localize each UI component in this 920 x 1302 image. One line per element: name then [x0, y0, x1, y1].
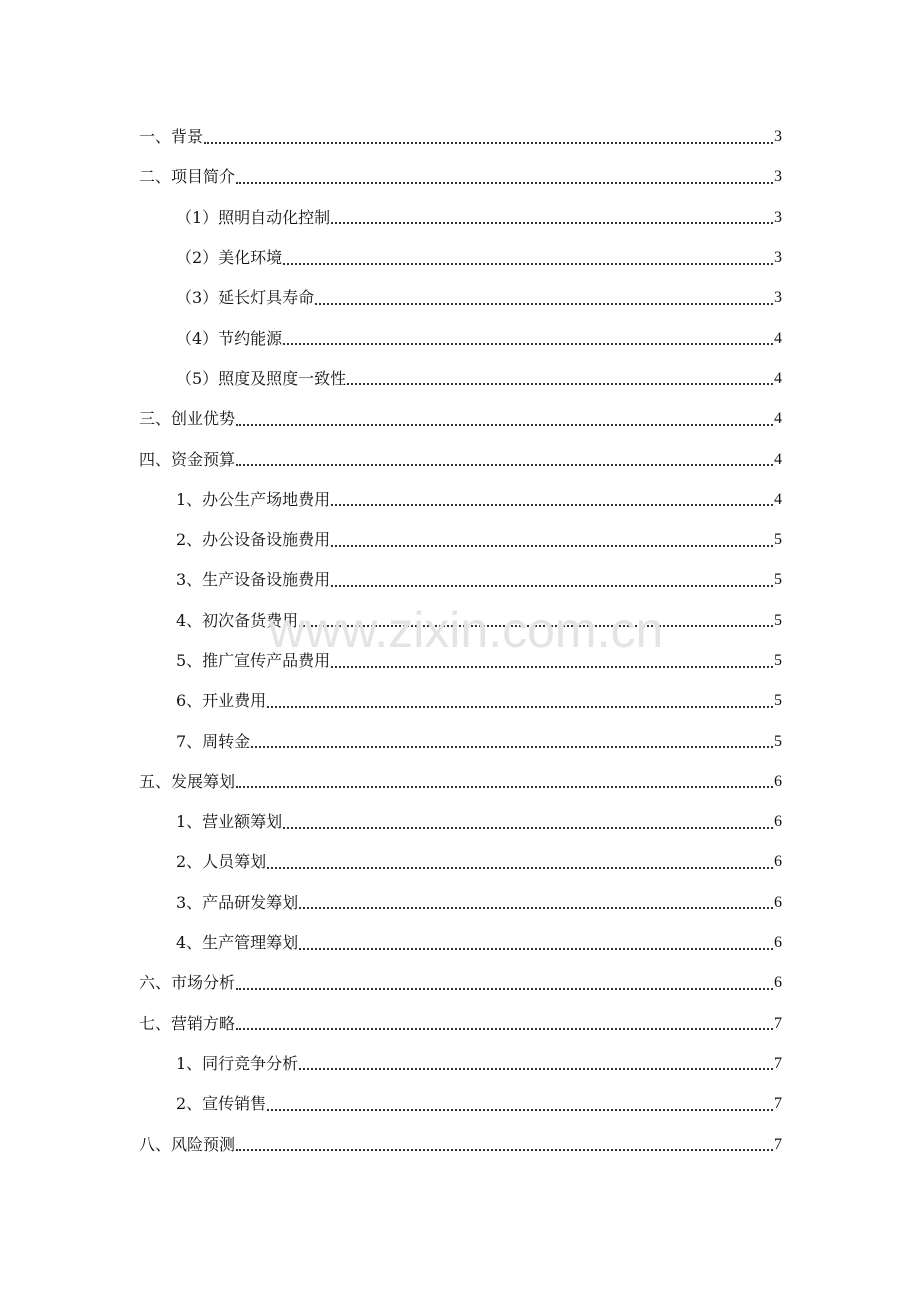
toc-entry[interactable]: [139, 439, 782, 479]
toc-entry-page-number: 3: [774, 208, 782, 226]
toc-entry-page-number: 6: [774, 893, 782, 911]
toc-entry-title: 1、办公生产场地费用: [176, 489, 331, 509]
toc-entry-title: 7、周转金: [176, 731, 251, 751]
toc-entry[interactable]: [139, 117, 782, 157]
dot-leader: [236, 181, 773, 184]
toc-entry[interactable]: [139, 318, 782, 358]
toc-entry[interactable]: [139, 480, 782, 520]
toc-entry-title: 2、办公设备设施费用: [176, 530, 331, 550]
dot-leader: [267, 1108, 773, 1111]
dot-leader: [331, 665, 773, 668]
toc-entry-title: 六、市场分析: [139, 973, 236, 993]
toc-entry-page-number: 4: [774, 410, 782, 428]
toc-entry-page-number: 4: [774, 329, 782, 347]
toc-entry-title: （3）延长灯具寿命: [176, 288, 315, 308]
dot-leader: [283, 826, 773, 829]
toc-entry[interactable]: [139, 278, 782, 318]
toc-entry[interactable]: [139, 923, 782, 963]
toc-entry-page-number: 5: [774, 531, 782, 549]
toc-entry-title: 八、风险预测: [139, 1134, 236, 1154]
toc-entry-title: 4、初次备货费用: [176, 610, 299, 630]
toc-entry-title: 6、开业费用: [176, 691, 267, 711]
toc-entry-title: 四、资金预算: [139, 449, 236, 469]
toc-entry[interactable]: [139, 681, 782, 721]
dot-leader: [267, 866, 773, 869]
toc-entry[interactable]: [139, 762, 782, 802]
toc-entry-title: 5、推广宣传产品费用: [176, 651, 331, 670]
toc-entry-page-number: 3: [774, 249, 782, 267]
toc-entry-page-number: 3: [774, 128, 782, 146]
toc-entry-page-number: 4: [774, 490, 782, 508]
toc-entry[interactable]: [139, 1044, 782, 1084]
dot-leader: [331, 221, 773, 224]
toc-entry-title: （1）照明自动化控制: [176, 207, 331, 227]
toc-entry-page-number: 6: [774, 974, 782, 992]
toc-entry[interactable]: [139, 560, 782, 600]
dot-leader: [315, 302, 773, 305]
toc-entry-title: 2、宣传销售: [176, 1094, 267, 1114]
toc-entry-page-number: 3: [774, 168, 782, 186]
toc-entry-title: 二、项目简介: [139, 167, 236, 187]
toc-entry[interactable]: [139, 157, 782, 197]
toc-entry-title: （4）节约能源: [176, 328, 283, 348]
dot-leader: [236, 987, 773, 990]
dot-leader: [299, 1067, 773, 1070]
dot-leader: [283, 262, 773, 265]
dot-leader: [236, 785, 773, 788]
toc-entry[interactable]: [139, 721, 782, 761]
dot-leader: [283, 342, 773, 345]
toc-entry-page-number: 4: [774, 450, 782, 468]
toc-entry[interactable]: [139, 963, 782, 1003]
toc-entry[interactable]: [139, 359, 782, 399]
toc-entry-page-number: 5: [774, 732, 782, 750]
dot-leader: [299, 624, 773, 627]
dot-leader: [299, 906, 773, 909]
toc-entry[interactable]: [139, 601, 782, 641]
dot-leader: [331, 503, 773, 506]
toc-entry-page-number: 5: [774, 611, 782, 629]
toc-entry-title: （2）美化环境: [176, 248, 283, 268]
toc-entry[interactable]: [139, 883, 782, 923]
toc-entry-title: 1、营业额筹划: [176, 812, 283, 832]
toc-entry-title: 三、创业优势: [139, 409, 236, 429]
toc-entry-page-number: 5: [774, 571, 782, 589]
toc-entry-page-number: 7: [774, 1095, 782, 1113]
dot-leader: [236, 1027, 773, 1030]
toc-entry-page-number: 5: [774, 692, 782, 710]
toc-entry[interactable]: [139, 198, 782, 238]
toc-entry[interactable]: [139, 802, 782, 842]
toc-entry[interactable]: [139, 238, 782, 278]
toc-entry-page-number: 6: [774, 772, 782, 790]
toc-entry-title: 七、营销方略: [139, 1013, 236, 1033]
dot-leader: [267, 705, 773, 708]
toc-entry-title: （5）照度及照度一致性: [176, 368, 347, 388]
table-of-contents: [139, 117, 782, 1165]
toc-entry[interactable]: [139, 399, 782, 439]
dot-leader: [251, 745, 773, 748]
toc-entry[interactable]: [139, 1124, 782, 1164]
dot-leader: [299, 947, 773, 950]
toc-entry-title: 3、产品研发筹划: [176, 892, 299, 912]
toc-entry-page-number: 7: [774, 1135, 782, 1153]
dot-leader: [236, 1148, 773, 1151]
toc-entry[interactable]: [139, 520, 782, 560]
toc-entry-title: 3、生产设备设施费用: [176, 570, 331, 590]
toc-entry[interactable]: [139, 641, 782, 681]
dot-leader: [204, 141, 773, 144]
toc-entry[interactable]: [139, 842, 782, 882]
watermark: www.zixin.com.cn: [268, 602, 664, 658]
toc-entry-page-number: 6: [774, 934, 782, 952]
toc-entry[interactable]: [139, 1004, 782, 1044]
toc-entry-title: 2、人员筹划: [176, 852, 267, 872]
toc-entry-title: 4、生产管理筹划: [176, 933, 299, 953]
toc-entry[interactable]: [139, 1084, 782, 1124]
dot-leader: [236, 463, 773, 466]
toc-entry-page-number: 5: [774, 652, 782, 669]
toc-entry-page-number: 7: [774, 1014, 782, 1032]
toc-entry-page-number: 4: [774, 369, 782, 387]
toc-entry-page-number: 7: [774, 1054, 782, 1072]
dot-leader: [347, 382, 773, 385]
toc-entry-page-number: 6: [774, 853, 782, 871]
dot-leader: [236, 423, 773, 426]
toc-entry-page-number: 6: [774, 813, 782, 831]
toc-entry-title: 一、背景: [139, 127, 204, 147]
toc-entry-title: 1、同行竞争分析: [176, 1053, 299, 1073]
toc-entry-title: 五、发展筹划: [139, 771, 236, 791]
dot-leader: [331, 584, 773, 587]
dot-leader: [331, 544, 773, 547]
toc-entry-page-number: 3: [774, 289, 782, 307]
